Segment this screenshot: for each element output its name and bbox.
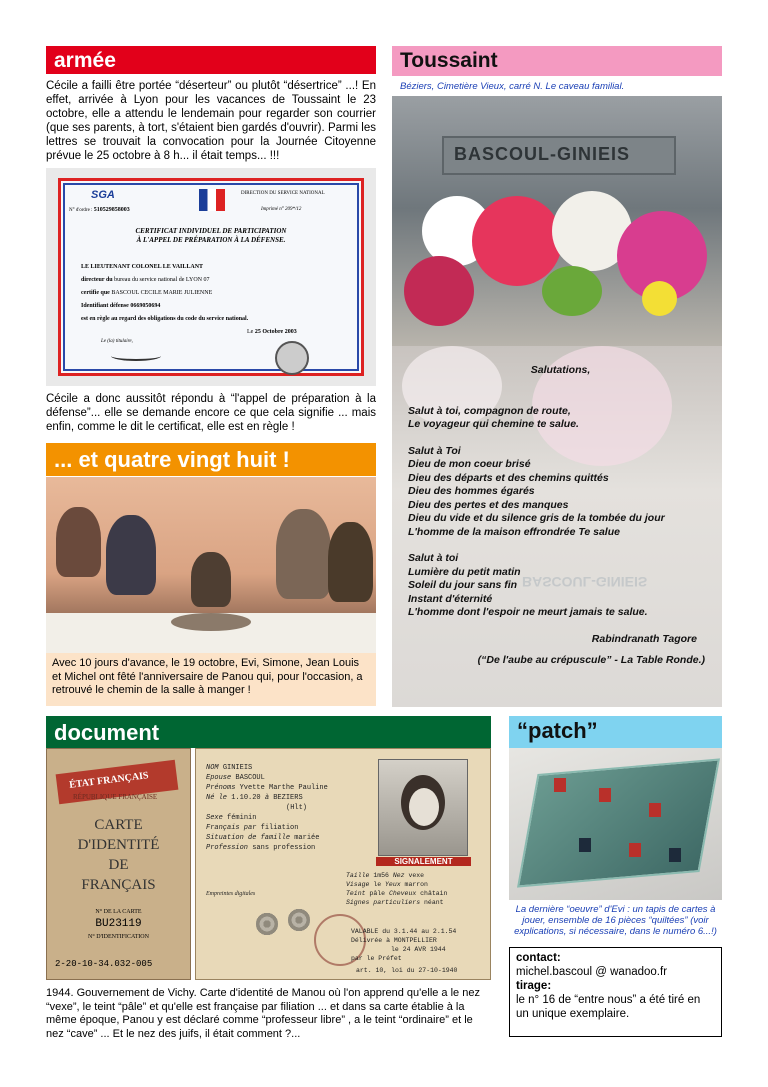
certificate-holder: Le (la) titulaire, (101, 339, 133, 344)
id-cover-francais: FRANÇAIS (81, 877, 156, 893)
armee-title: armée (54, 49, 116, 72)
id-cheveux: châtain (420, 890, 448, 897)
id-francais-label: Français par (206, 824, 257, 832)
id-date: le 24 AVR 1944 (391, 946, 446, 953)
certificate-line-2-label: directeur du (81, 277, 113, 283)
id-sexe-label: Sexe (206, 814, 223, 822)
poem-s3-l2: Lumière du petit matin (408, 565, 521, 578)
id-card-inside (195, 748, 491, 980)
poem-s3-l1: Salut à toi (408, 552, 459, 564)
id-delivree: Délivrée à MONTPELLIER (351, 937, 437, 944)
certificate-line-5: est en règle au regard des obligations du code du service national. (81, 316, 249, 322)
id-cover-carte: CARTE (94, 817, 143, 833)
poem-s2-l2: Dieu de mon coeur brisé (408, 458, 531, 470)
id-a-label: à (264, 794, 270, 802)
id-cover-ident: 2-20-10-34.032-005 (55, 959, 153, 969)
id-visage-label: Visage (346, 881, 370, 888)
id-situation: mariée (294, 834, 320, 842)
patch-title: “patch” (517, 718, 598, 743)
certificate-form-no: Imprimé n° 209*/12 (261, 207, 302, 212)
id-nez: vexe (408, 872, 425, 879)
id-par: par le Préfet (351, 955, 402, 962)
id-a: BEZIERS (273, 794, 303, 802)
certificate-image (46, 168, 376, 386)
certificate-line-4-value: 0669050694 (130, 303, 161, 309)
id-epouse: BASCOUL (235, 774, 265, 782)
poem-s3-l4: Instant d'éternité (408, 592, 493, 605)
certificate-order-label: N° d'ordre : (69, 208, 93, 213)
id-signes-label: Signes particuliers (346, 899, 421, 906)
certificate-line-3-value: BASCOUL CECILE MARIE JULIENNE (111, 290, 213, 296)
signature-icon (111, 351, 161, 361)
certificate-service: DIRECTION DU SERVICE NATIONAL (241, 191, 325, 196)
poem-s1-l1: Salut à toi, compagnon de route, (408, 404, 571, 417)
quatre-caption: Avec 10 jours d'avance, le 19 octobre, Evi, Simone, Jean Louis et Michel ont fêté l'anniversaire de Panou qui, pour l'occasion, a retrouvé le chemin de la salle à manger ! (52, 657, 363, 696)
armee-intro: Cécile a failli être portée “déserteur” ou plutôt “désertrice” ...! En effet, arrivée à Lyon pour les vacances de Toussaint le 23 octobre, elle a attendu le lendemain pour regarder son courrier (que ses parents, à tort, s'étaient bien gardés d'ouvrir). Parmi les lettres se trouvait la convocation pour la Journée Citoyenne prévue le 25 octobre à 8 h... il était temps... !!! (46, 80, 376, 162)
id-cover-numero-label: N° DE LA CARTE (95, 909, 142, 915)
id-profession-label: Profession (206, 844, 249, 852)
certificate-line-1: LE LIEUTENANT COLONEL LE VAILLANT (81, 264, 204, 270)
certificate-date-prefix: Le (247, 329, 254, 335)
id-signalement: SIGNALEMENT (376, 857, 471, 866)
document-title: document (54, 720, 160, 745)
contact-box (509, 947, 722, 1037)
id-nez-label: Nez (392, 872, 405, 879)
certificate-date: 25 Octobre 2003 (254, 329, 297, 335)
poem-s3-l5: L'homme dont l'espoir ne meurt jamais te salue. (408, 606, 648, 618)
id-prenoms-label: Prénoms (206, 784, 236, 792)
id-ne: 1.10.20 (231, 794, 261, 802)
armee-header (46, 46, 376, 74)
tomb-photo (392, 96, 722, 346)
certificate-line-2-value: bureau du service national de LYON 07 (114, 277, 210, 283)
id-teint-label: Teint (346, 890, 366, 897)
poem-title: Salutations, (530, 364, 591, 376)
toussaint-header (392, 46, 722, 76)
id-nom: GINIEIS (222, 764, 253, 772)
id-card-cover (46, 748, 191, 980)
poem-s2-l6: Dieu du vide et du silence gris de la tombée du jour (408, 512, 665, 524)
id-nom-label: NOM (206, 764, 219, 772)
quatre-header (46, 443, 376, 476)
id-signes: néant (424, 899, 444, 906)
poem-s2-l4: Dieu des hommes égarés (408, 485, 535, 497)
poem-s2-l7: L'homme de la maison effrondrée Te salue (408, 525, 620, 538)
id-teint: pâle (369, 890, 386, 897)
tirage-text: le n° 16 de “entre nous” a été tiré en un unique exemplaire. (516, 994, 701, 1020)
id-empreintes: Empreintes digitales (206, 891, 256, 897)
id-valable: VALABLE du 3.1.44 au 2.1.54 (351, 928, 457, 935)
poem-block (408, 364, 713, 668)
certificate-order-no: 510529858003 (93, 207, 130, 213)
contact-label: contact: (516, 952, 561, 964)
tomb-reflection: BASCOUL-GINIEIS (522, 574, 648, 590)
id-sexe: féminin (227, 814, 257, 822)
contact-email[interactable]: michel.bascoul @ wanadoo.fr (516, 966, 668, 978)
id-cover-numero: BU23119 (95, 918, 142, 930)
id-epouse-label: Epouse (206, 774, 232, 782)
poem-s3-l3: Soleil du jour sans fin (408, 579, 518, 591)
id-profession: sans profession (252, 844, 316, 852)
poem-s2-l5: Dieu des pertes et des manques (408, 498, 569, 511)
poem-author: Rabindranath Tagore (591, 632, 697, 645)
id-cheveux-label: Cheveux (388, 890, 417, 897)
id-loi: art. 10, loi du 27-10-1940 (356, 967, 458, 974)
poem-s2-l3: Dieu des départs et des chemins quittés (408, 471, 609, 484)
id-cover-state: ÉTAT FRANÇAIS (68, 770, 150, 791)
patch-caption: La dernière “oeuvre” d'Evi : un tapis de cartes à jouer, ensemble de 16 pièces “quiltées” (voir explications, si nécessaire, dans le numéro 6...!) (514, 904, 717, 937)
flag-emblem-icon (199, 189, 225, 211)
document-header (46, 716, 491, 748)
id-ne-label: Né le (206, 794, 228, 802)
certificate-line-4-label: Identifiant défense (81, 303, 129, 309)
id-prenoms: Yvette Marthe Pauline (239, 784, 328, 792)
certificate-title-2: À L'APPEL DE PRÉPARATION À LA DÉFENSE. (136, 236, 286, 244)
toussaint-subtitle: Béziers, Cimetière Vieux, carré N. Le caveau familial. (400, 81, 625, 92)
quatre-caption-box (46, 653, 376, 706)
id-yeux: marron (404, 881, 428, 888)
certificate-title-1: CERTIFICAT INDIVIDUEL DE PARTICIPATION (135, 227, 287, 235)
id-dept: (Hlt) (286, 804, 308, 812)
poem-s2-l1: Salut à Toi (408, 444, 461, 457)
certificate-logo: SGA (91, 189, 115, 201)
poem-source: (“De l'aube au crépuscule” - La Table Ronde.) (477, 654, 705, 666)
patch-photo (509, 748, 722, 900)
toussaint-title: Toussaint (400, 49, 498, 72)
poem-s1-l2: Le voyageur qui chemine te salue. (408, 418, 579, 430)
quatre-title: ... et quatre vingt huit ! (54, 447, 290, 472)
stamp-icon (275, 341, 309, 375)
id-taille-label: Taille (346, 872, 370, 879)
fingerprint-icon (256, 909, 278, 939)
id-situation-label: Situation de famille (206, 834, 291, 842)
tomb-name: BASCOUL-GINIEIS (454, 144, 631, 164)
id-taille: 1m56 (373, 872, 389, 879)
certificate-line-3-label: certifie que (81, 290, 110, 296)
id-portrait-photo (378, 759, 468, 856)
id-yeux-label: Yeux (385, 881, 401, 888)
patch-header (509, 716, 722, 748)
document-caption: 1944. Gouvernement de Vichy. Carte d'identité de Manou où l'on apprend qu'elle a le nez “vexe”, le teint “pâle” et qu'elle est française par filiation ... et dans sa carte établie à la même époque, Panou y est déclaré comme “professeur libre” , a le teint “ordinaire” et le nez “cave” ... Et le nez des juifs, il était comment ?... (46, 987, 480, 1040)
birthday-photo (46, 477, 376, 653)
id-cover-de: DE (108, 857, 129, 873)
armee-after: Cécile a donc aussitôt répondu à “l'appel de préparation à la défense”... elle se demande encore ce que cela signifie ... mais enfin, comme le dit le certificat, elle est en règle ! (46, 393, 376, 433)
id-cover-didentite: D'IDENTITÉ (77, 837, 160, 853)
tirage-label: tirage: (516, 980, 552, 992)
id-visage: le (373, 881, 382, 888)
id-francais: filiation (260, 824, 299, 832)
id-cover-rep: RÉPUBLIQUE FRANÇAISE (73, 793, 158, 801)
id-cover-ident-label: N° D'IDENTIFICATION (88, 934, 149, 940)
fingerprint-icon-2 (288, 905, 310, 935)
